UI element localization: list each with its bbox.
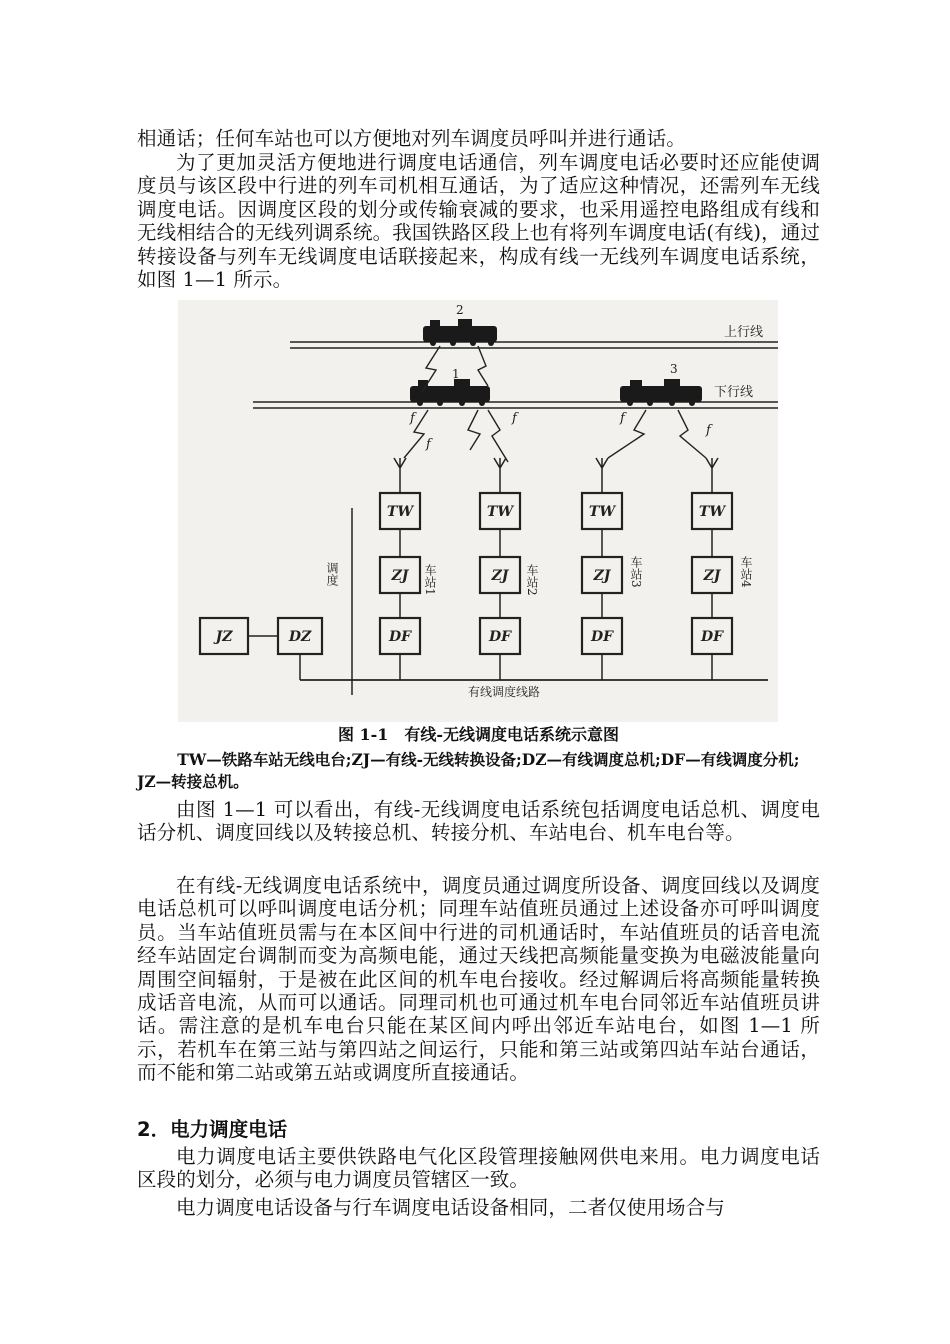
up-track [290, 342, 778, 348]
train-number-2: 2 [456, 303, 464, 317]
df-box-label: DF [700, 629, 724, 645]
system-diagram [178, 300, 778, 722]
paragraph-1: 相通话；任何车站也可以方便地对列车调度员呼叫并进行通话。 [137, 127, 686, 150]
freq-label: f [512, 411, 517, 426]
jz-box-label: JZ [215, 629, 233, 645]
locomotive-2 [423, 319, 497, 346]
radio-waves [404, 346, 706, 462]
figure-caption: 图 1-1 有线-无线调度电话系统示意图 [337, 725, 620, 744]
zj-box-label: ZJ [491, 568, 509, 584]
freq-label: f [620, 411, 625, 426]
dispatch-label: 调度 [325, 562, 339, 586]
train-number-1: 1 [452, 367, 460, 381]
paragraph-6: 电力调度电话设备与行车调度电话设备相同，二者仅使用场合与 [176, 1196, 725, 1219]
station-3-column [582, 493, 622, 680]
tw-box-label: TW [486, 504, 514, 520]
station-2-column [480, 493, 520, 680]
locomotive-3 [620, 379, 702, 406]
station-label-1: 车站1 [423, 564, 437, 596]
freq-label: f [410, 411, 415, 426]
tw-box-label: TW [386, 504, 414, 520]
zj-box-label: ZJ [391, 568, 409, 584]
zj-box-label: ZJ [703, 568, 721, 584]
df-box-label: DF [488, 629, 512, 645]
train-number-3: 3 [670, 362, 678, 376]
paragraph-2: 为了更加灵活方便地进行调度电话通信，列车调度电话必要时还应能使调度员与该区段中行进的列车司机相互通话，为了适应这种情况，还需列车无线调度电话。因调度区段的划分或传输衰减的要求，也采用遥控电路组成有线和无线相结合的无线列调系统。我国铁路区段上也有将列车调度电话(有线)，通过转接设备与列车无线调度电话联接起来，构成有线一无线列车调度电话系统，如图 1—1 所示。 [137, 151, 820, 292]
freq-label: f [706, 423, 711, 438]
tw-box-label: TW [588, 504, 616, 520]
paragraph-5: 电力调度电话主要供铁路电气化区段管理接触网供电来用。电力调度电话区段的划分，必须与电力调度员管辖区一致。 [137, 1145, 820, 1192]
station-1-column [380, 493, 420, 680]
df-box-label: DF [388, 629, 412, 645]
paragraph-3: 由图 1—1 可以看出，有线-无线调度电话系统包括调度电话总机、调度电话分机、调度回线以及转接总机、转接分机、车站电台、机车电台等。 [137, 798, 820, 845]
diagram-svg [178, 300, 778, 722]
freq-label: f [426, 437, 431, 452]
frequency-labels [409, 411, 713, 452]
dz-box-label: DZ [288, 629, 312, 645]
df-box-label: DF [590, 629, 614, 645]
station-4-column [692, 493, 732, 680]
locomotive-1 [410, 379, 490, 406]
tw-box-label: TW [698, 504, 726, 520]
up-track-label: 上行线 [724, 325, 764, 340]
figure-legend: TW—铁路车站无线电台;ZJ—有线-无线转换设备;DZ—有线调度总机;DF—有线调度分机; JZ—转接总机。 [137, 750, 800, 791]
zj-box-label: ZJ [593, 568, 611, 584]
wired-line-label: 有线调度线路 [468, 685, 541, 699]
station-label-4: 车站4 [739, 556, 753, 588]
station-antennas [394, 458, 718, 493]
station-label-3: 车站3 [629, 556, 643, 588]
paragraph-4: 在有线-无线调度电话系统中，调度员通过调度所设备、调度回线以及调度电话总机可以呼叫调度电话分机；同理车站值班员通过上述设备亦可呼叫调度员。当车站值班员需与在本区间中行进的司机通话时，车站值班员的话音电流经车站固定台调制而变为高频电能，通过天线把高频能量变换为电磁波能量向周围空间辐射，于是被在此区间的机车电台接收。经过解调后将高频能量转换成话音电流，从而可以通话。同理司机也可通过机车电台同邻近车站值班员讲话。需注意的是机车电台只能在某区间内呼出邻近车站电台，如图 1—1 所示，若机车在第三站与第四站之间运行，只能和第三站或第四站车站台通话，而不能和第二站或第五站或调度所直接通话。 [137, 874, 820, 1085]
down-track-label: 下行线 [714, 385, 754, 400]
station-label-2: 车站2 [525, 564, 539, 596]
down-track [253, 402, 778, 408]
section-heading: 2．电力调度电话 [137, 1118, 288, 1141]
